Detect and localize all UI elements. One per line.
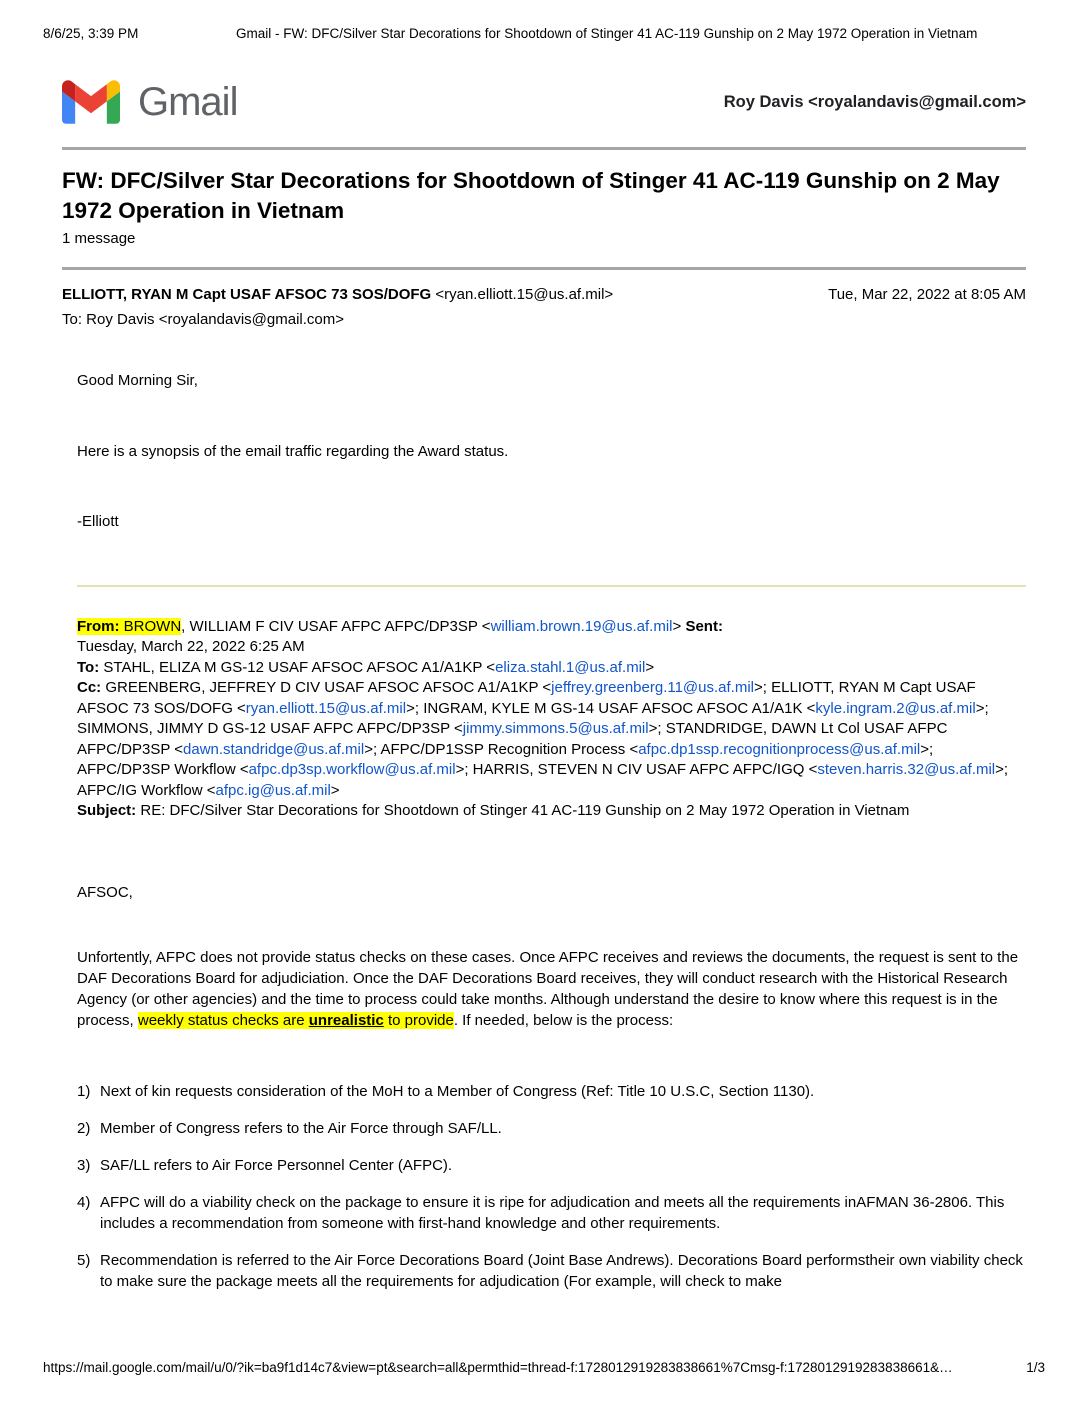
text-segment: , WILLIAM F CIV USAF AFPC AFPC/DP3SP < (181, 617, 491, 635)
text-segment: To: (77, 658, 100, 676)
gmail-m-icon (62, 80, 120, 124)
text-segment: > (330, 781, 340, 799)
message-body (77, 372, 1026, 1292)
sender-line (62, 285, 613, 305)
email-link[interactable]: kyle.ingram.2@us.af.mil (815, 699, 976, 717)
text-segment: Cc: (77, 679, 102, 697)
text-segment: Sent: (685, 617, 723, 635)
header-bar (62, 71, 1026, 133)
page-title: FW: DFC/Silver Star Decorations for Shootdown of Stinger 41 AC-119 Gunship on 2 May 1972 Operation in Vietnam (62, 168, 1000, 223)
item-text: Recommendation is referred to the Air Force Decorations Board (Joint Base Andrews). Decorations Board performstheir own viability check to make sure the package meets all the requirements for adjudication (For example, will check to make (100, 1251, 1023, 1290)
email-link[interactable]: afpc.ig@us.af.mil (215, 781, 331, 799)
sender-name: ELLIOTT, RYAN M Capt USAF AFSOC 73 SOS/DOFG (62, 286, 432, 304)
text-segment: >; HARRIS, STEVEN N CIV USAF AFPC AFPC/IGQ < (455, 761, 818, 779)
email-link[interactable]: jeffrey.greenberg.11@us.af.mil (551, 679, 755, 697)
print-footer (43, 1360, 1045, 1375)
recipient-line: To: Roy Davis <royalandavis@gmail.com> (62, 310, 345, 328)
item-number: 3) (77, 1156, 91, 1174)
list-item (77, 1192, 1026, 1234)
text-segment: From: (77, 617, 120, 635)
item-number: 4) (77, 1193, 91, 1211)
email-link[interactable]: ryan.elliott.15@us.af.mil (245, 699, 407, 717)
email-link[interactable]: william.brown.19@us.af.mil (490, 617, 673, 635)
print-header (0, 0, 1088, 41)
gmail-wordmark: Gmail (138, 79, 238, 124)
process-list (77, 1081, 1026, 1292)
text-segment: BROWN (119, 617, 182, 635)
text-segment: weekly status checks are (137, 1011, 309, 1029)
text-segment: >; INGRAM, KYLE M GS-14 USAF AFSOC AFSOC A1/A1K < (406, 699, 816, 717)
footer-page-number: 1/3 (1026, 1360, 1045, 1375)
greeting-text: Good Morning Sir, (77, 371, 198, 389)
list-item (77, 1250, 1026, 1292)
text-segment: >; AFPC/IG Workflow < (77, 761, 1009, 799)
text-segment: Subject: (77, 802, 137, 820)
salutation-text: AFSOC, (77, 883, 133, 901)
signature-text: -Elliott (77, 512, 119, 530)
quoted-message-divider (77, 585, 1026, 587)
item-number: 5) (77, 1251, 91, 1269)
email-link[interactable]: eliza.stahl.1@us.af.mil (495, 658, 646, 676)
item-text: Next of kin requests consideration of the MoH to a Member of Congress (Ref: Title 10 U.S.C, Section 1130). (100, 1082, 815, 1100)
item-text: SAF/LL refers to Air Force Personnel Center (AFPC). (100, 1156, 453, 1174)
email-link[interactable]: afpc.dp3sp.workflow@us.af.mil (248, 761, 456, 779)
text-segment: >; STANDRIDGE, DAWN Lt Col USAF AFPC AFPC/DP3SP < (77, 720, 948, 758)
text-segment: . If needed, below is the process: (453, 1011, 674, 1029)
item-text: Member of Congress refers to the Air Force through SAF/LL. (100, 1119, 502, 1137)
process-paragraph (77, 947, 1026, 1031)
print-datetime: 8/6/25, 3:39 PM (43, 26, 139, 41)
divider-top (62, 147, 1026, 150)
text-segment: to provide (383, 1011, 454, 1029)
item-number: 1) (77, 1082, 91, 1100)
text-segment: unrealistic (308, 1011, 384, 1029)
item-number: 2) (77, 1119, 91, 1137)
email-link[interactable]: jimmy.simmons.5@us.af.mil (462, 720, 649, 738)
message-count: 1 message (62, 230, 136, 248)
text-segment: Unfortently, AFPC does not provide status checks on these cases. Once AFPC receives and reviews the documents, the request is sent to the DAF Decorations Board for adjudiciation. Once the DAF Decorations Board receives, they will conduct research with the Historical Research Agency (or other agencies) and the time to process could take months. Although understand the desire to know where this request is in the process, (77, 948, 1019, 1029)
list-item (77, 1155, 1026, 1176)
text-segment: > (645, 658, 655, 676)
message-header (62, 285, 1026, 305)
footer-url: https://mail.google.com/mail/u/0/?ik=ba9f1d14c7&view=pt&search=all&permthid=thread-f:1728012919283838661%7Cmsg-f:1728012919283838661&… (43, 1360, 953, 1375)
list-item (77, 1081, 1026, 1102)
print-title: Gmail - FW: DFC/Silver Star Decorations for Shootdown of Stinger 41 AC-119 Gunship on 2 May 1972 Operation in Vietnam (235, 26, 978, 41)
quoted-header (77, 617, 1026, 822)
email-link[interactable]: afpc.dp1ssp.recognitionprocess@us.af.mil (638, 740, 921, 758)
text-segment: >; SIMMONS, JIMMY D GS-12 USAF AFPC AFPC/DP3SP < (77, 699, 989, 738)
divider-thread (62, 267, 1026, 270)
text-segment: GREENBERG, JEFFREY D CIV USAF AFSOC AFSOC A1/A1KP < (101, 679, 552, 697)
email-link[interactable]: dawn.standridge@us.af.mil (183, 740, 365, 758)
message-date: Tue, Mar 22, 2022 at 8:05 AM (828, 286, 1026, 304)
email-link[interactable]: steven.harris.32@us.af.mil (817, 761, 996, 779)
text-segment: >; AFPC/DP1SSP Recognition Process < (364, 740, 639, 758)
text-segment: Tuesday, March 22, 2022 6:25 AM (77, 638, 305, 656)
sender-email: <ryan.elliott.15@us.af.mil> (431, 286, 614, 304)
gmail-logo (62, 80, 237, 125)
text-segment: STAHL, ELIZA M GS-12 USAF AFSOC AFSOC A1/A1KP < (99, 658, 496, 676)
account-owner: Roy Davis <royalandavis@gmail.com> (723, 92, 1026, 111)
text-segment: > (672, 617, 686, 635)
text-segment: >; AFPC/DP3SP Workflow < (77, 740, 934, 779)
text-segment: RE: DFC/Silver Star Decorations for Shootdown of Stinger 41 AC-119 Gunship on 2 May 1972 Operation in Vietnam (136, 802, 910, 820)
list-item (77, 1118, 1026, 1139)
item-text: AFPC will do a viability check on the package to ensure it is ripe for adjudication and meets all the requirements inAFMAN 36-2806. This includes a recommendation from someone with first-hand knowledge and other requirements. (100, 1193, 1005, 1232)
synopsis-text: Here is a synopsis of the email traffic regarding the Award status. (77, 442, 509, 460)
text-segment: >; ELLIOTT, RYAN M Capt USAF AFSOC 73 SOS/DOFG < (77, 679, 976, 717)
